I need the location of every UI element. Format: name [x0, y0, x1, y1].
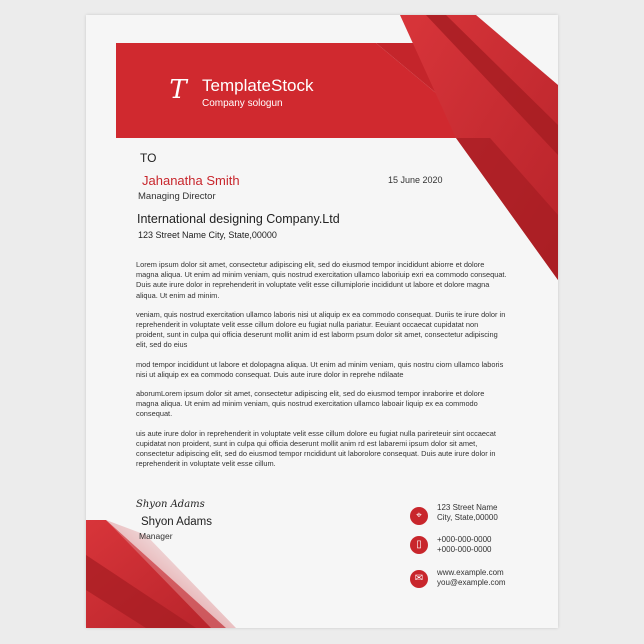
signature-script: Shyon Adams: [136, 499, 205, 510]
email: you@example.com: [437, 578, 506, 587]
phone-icon: ▯: [410, 536, 428, 554]
letter-date: 15 June 2020: [388, 175, 443, 185]
paragraph: Lorem ipsum dolor sit amet, consectetur adipiscing elit, sed do eiusmod tempor incididunt abiorre et dolore magna aliqua. Ut enim ad minim veniam, quis nostrud exercitation ullamco laboriuip exri ea commodo consequat. Duis aute irure dolor in reprehenderit in voluptate velit esse cillumiplorie incididunt ut labore et dolore magna aliqua. Ut enim ad minim.: [136, 260, 507, 300]
address-line: 123 Street Name: [437, 503, 498, 512]
contact-phone: [437, 535, 492, 555]
letter-body: [136, 260, 508, 478]
location-icon: ⌖: [410, 507, 428, 525]
phone-line: +000-000-0000: [437, 545, 492, 554]
paragraph: mod tempor incididunt ut labore et dolopagna aliqua. Ut enim ad minim veniam, quis nostru ciorn ullamco laboris nisi ut aliquip ex ea commodo consequat. Duis aute irure dolor in reprehe ndilaate: [136, 359, 504, 379]
logo-icon: T: [169, 75, 187, 105]
recipient-name: Jahanatha Smith: [142, 173, 240, 188]
signer-name: Shyon Adams: [141, 516, 212, 528]
to-label: TO: [140, 151, 157, 165]
address-line: City, State,00000: [437, 513, 498, 522]
contact-web: [437, 568, 506, 588]
contact-address: [437, 503, 498, 523]
email-icon: ✉: [410, 570, 428, 588]
recipient-address: 123 Street Name City, State,00000: [138, 230, 277, 240]
website: www.example.com: [437, 568, 504, 577]
signer-role: Manager: [139, 531, 173, 541]
letterhead-page: [86, 15, 558, 628]
recipient-role: Managing Director: [138, 191, 216, 202]
paragraph: aborumLorem ipsum dolor sit amet, consectetur adipiscing elit, sed do eiusmod tempor inraborire et dolore magna aliqua. Ut enim ad minim veniam, quis nostrud exercitation ullamco laboair liquip ex ea commodo consequat.: [136, 389, 485, 419]
brand-slogan: Company sologun: [202, 98, 283, 109]
recipient-company: International designing Company.Ltd: [137, 212, 340, 226]
brand-name: TemplateStock: [202, 76, 314, 95]
phone-line: +000-000-0000: [437, 535, 492, 544]
paragraph: uis aute irure dolor in reprehenderit in voluptate velit esse cillum dolore eu fugiat nulla parireteuir sint occaecat cupidatat non proident, sunt in culpa qui officia deserunt mollit anim rd est labaremi ipsum dolor sit amet, consectetur adipiscing elit, sed do eiusmod tempor rncididunt uit laborolore consequat. Duis aute irure dolor in reprehenderit in voluptate velit esse cillum.: [136, 428, 496, 469]
paragraph: veniam, quis nostrud exercitation ullamco laboris nisi ut aliquip ex ea commodo consequat. Duriis te irure dolor in reprehenderit in voluptate velit esse cillum dolore eu fugiat nulla pariatur. Eeuiant occaecat cupidatat non proident, sunt in culpa qui officia deserunt mollit anim id est laborm psum dolor sit amet, consectetur adipiscing elit, sed do eius: [136, 309, 506, 350]
